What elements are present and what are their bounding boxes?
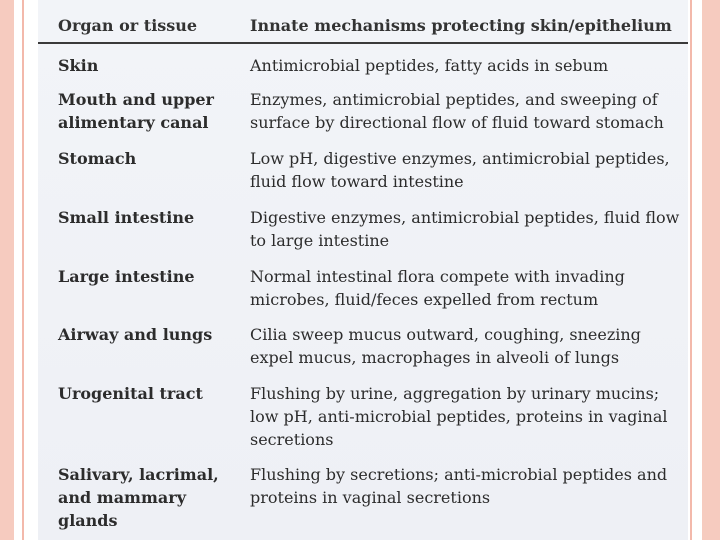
mechanism-cell: Flushing by urine, aggregation by urinary mucins; low pH, anti-microbial peptides, proteins in vaginal secretions [250,384,668,449]
mechanism-cell: Cilia sweep mucus outward, coughing, sneezing expel mucus, macrophages in alveoli of lungs [250,325,641,367]
left-decorative-border [0,0,14,540]
right-decorative-line [690,0,692,540]
left-decorative-line [22,0,24,540]
header-organ: Organ or tissue [58,16,198,35]
mechanism-cell: Flushing by secretions; anti-microbial peptides and proteins in vaginal secretions [250,465,668,507]
organ-cell: Stomach [58,149,137,168]
mechanism-cell: Enzymes, antimicrobial peptides, and sweeping of surface by directional flow of fluid toward stomach [250,90,664,132]
mechanism-cell: Digestive enzymes, antimicrobial peptides, fluid flow to large intestine [250,208,680,250]
organ-cell: Urogenital tract [58,384,203,403]
mechanism-cell: Antimicrobial peptides, fatty acids in sebum [250,56,609,75]
organ-cell: Large intestine [58,267,195,286]
right-decorative-border [702,0,720,540]
organ-cell: Mouth and upper alimentary canal [58,90,214,132]
header-mechanism: Innate mechanisms protecting skin/epithelium [250,16,672,35]
organ-cell: Small intestine [58,208,195,227]
organ-cell: Airway and lungs [58,325,213,344]
innate-mechanisms-table [38,0,688,540]
mechanism-cell: Low pH, digestive enzymes, antimicrobial peptides, fluid flow toward intestine [250,149,670,191]
table-header [38,0,688,44]
mechanism-cell: Normal intestinal flora compete with invading microbes, fluid/feces expelled from rectum [250,267,625,309]
organ-cell: Salivary, lacrimal, and mammary glands [58,465,219,530]
organ-cell: Skin [58,56,99,75]
